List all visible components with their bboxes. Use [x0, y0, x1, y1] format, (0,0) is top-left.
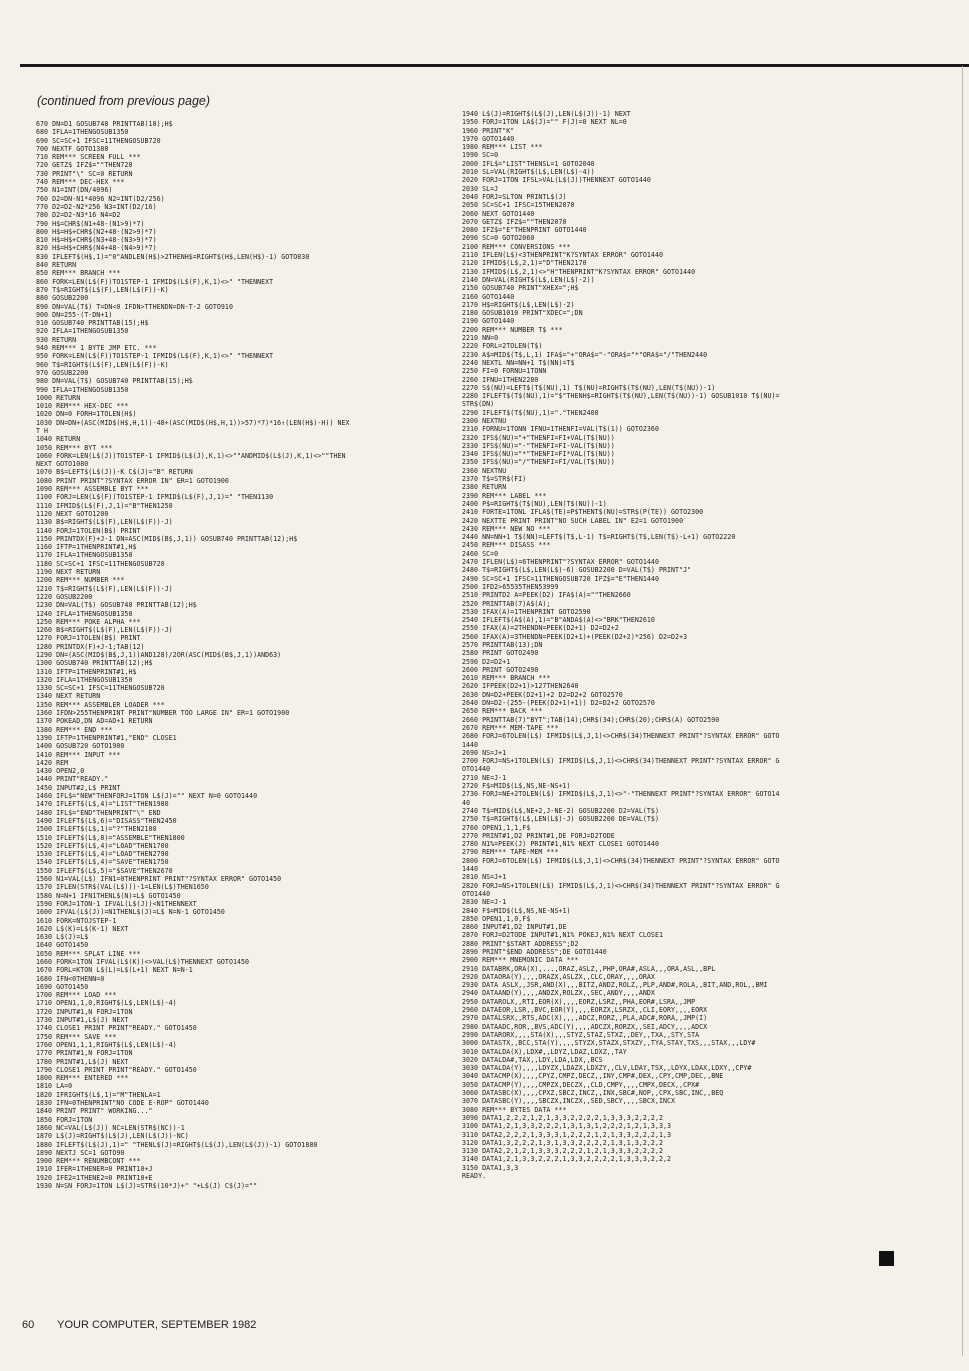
code-line: 2340 IFS$(NU)="*"THENFI=FI*VAL(T$(NU)) [462, 450, 615, 459]
code-line: 1400 GOSUB720 GOTO1900 [36, 742, 125, 751]
code-line: 1440 PRINT"READY." [36, 775, 109, 784]
code-line: 1980 REM*** LIST *** [462, 143, 543, 152]
code-line: 1940 L$(J)=RIGHT$(L$(J),LEN(L$(J))-1) NEXT [462, 110, 631, 118]
code-line: 830 IFLEFT$(H$,1)="0"ANDLEN(H$)>2THENH$=RIGHT$(H$,LEN(H$)-1) GOTO830 [36, 252, 310, 261]
code-line: 2740 T$=MID$(L$,NE+2,J-NE-2) GOSUB2200 D2=VAL(T$) [462, 806, 659, 815]
code-line: 1930 N=SN FORJ=1TON L$(J)=STR$(10*J)+" "+L$(J) C$(J)="" [36, 1182, 258, 1190]
code-line: 760 D2=DN-N1*4096 N2=INT(D2/256) [36, 194, 165, 203]
code-line: 2560 IFAX(A)=3THENDN=PEEK(D2+1)+(PEEK(D2+2)*256) D2=D2+3 [462, 632, 688, 641]
code-line: 3020 DATALDA#,TAX,,LDY,LDA,LDX,,BCS [462, 1055, 603, 1064]
code-line: 1950 FORJ=1TON LA$(J)="" F(J)=0 NEXT NL=0 [462, 118, 627, 127]
code-line: 40 [462, 798, 471, 807]
code-line: 1840 PRINT PRINT" WORKING..." [36, 1107, 153, 1116]
code-line: 1160 IFTP=1THENPRINT#1,H$ [36, 543, 137, 552]
code-line: 3070 DATASBC(Y),,,,SBCZX,INCZX,,SED,SBCY,,,,SBCX,INCX [462, 1097, 676, 1106]
code-line: 950 FORK=LEN(L$(F))TO1STEP-1 IFMID$(L$(F),K,1)<>" "THENNEXT [36, 352, 274, 361]
code-line: 2770 PRINT#1,D2 PRINT#1,DE FORJ=D2TODE [462, 831, 615, 840]
code-line: 3100 DATA1,2,1,3,3,2,2,2,1,3,1,3,1,2,2,2,1,2,1,3,3,3 [462, 1122, 672, 1131]
code-line: 730 PRINT"\" SC=0 RETURN [36, 169, 133, 178]
code-line: 680 IFLA=1THENGOSUB1350 [36, 128, 129, 137]
code-line: 790 H$=CHR$(N1+48-(N1>9)*7) [36, 219, 145, 228]
code-line: 3090 DATA1,2,2,2,1,2,1,3,3,2,2,2,2,1,3,3,3,2,2,2,2 [462, 1113, 663, 1122]
code-line: 2050 SC=SC+1 IFSC=15THEN2070 [462, 201, 575, 210]
code-line: 1220 GOSUB2200 [36, 592, 93, 601]
code-line: 1030 DN=DN+(ASC(MID$(H$,H,1))-48+(ASC(MID$(H$,H,1))>57)*7)*16↑(LEN(H$)-H)) NEX [36, 418, 350, 427]
code-line: 2280 IFLEFT$(T$(NU),1)="$"THENH$=RIGHT$(T$(NU),LEN(T$(NU))-1) GOSUB1010 T$(NU)= [462, 392, 780, 401]
code-line: 2970 DATALSRX,,RTS,ADC(X),,,,ADCZ,RORZ,,PLA,ADC#,RORA,,JMP(I) [462, 1014, 708, 1023]
code-line: 2310 FORNU=1TONN IFNU=1THENFI=VAL(T$(1)) GOTO2360 [462, 425, 659, 434]
code-line: 2390 REM*** LABEL *** [462, 491, 547, 500]
code-line: OTO1440 [462, 765, 491, 774]
code-line: 1640 GOTO1450 [36, 941, 89, 950]
code-line: 1480 IFL$="END"THENPRINT"\" END [36, 808, 161, 817]
code-line: 3010 DATALDA(X),LDX#,,LDYZ,LDAZ,LDXZ,,TAY [462, 1047, 627, 1056]
code-line: 3000 DATASTX,,BCC,STA(Y),,,,STYZX,STAZX,STXZY,,TYA,STAY,TXS,,,STAX,,,LDY# [462, 1039, 756, 1048]
code-line: READY. [462, 1172, 487, 1180]
code-line: 2890 PRINT"$END ADDRESS";DE GOTO1440 [462, 947, 607, 956]
code-line: 2220 FORL=2TOLEN(T$) [462, 342, 543, 351]
code-line: 1590 FORJ=1TON-1 IFVAL(L$(J))<N1THENNEXT [36, 899, 197, 908]
code-line: 3030 DATALDA(Y),,,,LDYZX,LDAZX,LDXZY,,CLV,LDAY,TSX,,LDYX,LDAX,LDXY,,CPY# [462, 1064, 752, 1073]
code-line: 2610 REM*** BRANCH *** [462, 674, 551, 683]
page-number: 60 [22, 1319, 35, 1331]
code-line: 2480 T$=RIGHT$(L$,LEN(L$)-6) GOSUB2200 D=VAL(T$) PRINT"J" [462, 566, 692, 575]
publication-line: YOUR COMPUTER, SEPTEMBER 1982 [57, 1319, 257, 1331]
code-line: 2910 DATABRK,ORA(X),...,ORAZ,ASLZ,,PHP,ORA#,ASLA,,,ORA,ASL,,BPL [462, 964, 716, 973]
page-edge-rule [962, 66, 963, 1356]
code-line: 1450 INPUT#2,L$ PRINT [36, 783, 121, 792]
code-line: 2950 DATAROLX,,RTI,EOR(X),,,,EORZ,LSRZ,,PHA,EOR#,LSRA,,JMP [462, 997, 696, 1006]
code-line: 2550 IFAX(A)=2THENDN=PEEK(D2+1) D2=D2+2 [462, 624, 619, 633]
code-line: 2830 NE=J-1 [462, 898, 507, 907]
code-line: 1860 NC=VAL(L$(J)) NC=LEN(STR$(NC))-1 [36, 1123, 185, 1132]
code-line: 2320 IFS$(NU)="+"THENFI=FI+VAL(T$(NU)) [462, 433, 615, 442]
code-line: 2170 H$=RIGHT$(L$,LEN(L$)-2) [462, 300, 575, 309]
page-footer [22, 1319, 256, 1331]
code-line: 930 RETURN [36, 335, 77, 344]
code-line: 1750 REM*** SAVE *** [36, 1032, 117, 1041]
code-line: 1660 FORK=1TON IFVAL(L$(K))<>VAL(L$)THENNEXT GOTO1450 [36, 957, 250, 966]
code-line: 710 REM*** SCREEN FULL *** [36, 153, 141, 162]
code-line: 2330 IFS$(NU)="-"THENFI=FI-VAL(T$(NU)) [462, 441, 615, 450]
code-line: 1530 IFLEFT$(L$,4)="LOAD"THEN2790 [36, 850, 169, 859]
code-line: 1120 NEXT GOTO1200 [36, 509, 109, 518]
code-line: 1190 NEXT RETURN [36, 568, 101, 577]
code-line: 2260 IFNU=1THEN2280 [462, 375, 539, 384]
code-line: 1100 FORJ=LEN(L$(F))TO1STEP-1 IFMID$(L$(F),J,1)=" "THEN1130 [36, 493, 274, 502]
code-line: 1760 OPEN1,1,1,RIGHT$(L$,LEN(L$)-4) [36, 1040, 177, 1049]
code-line: 2040 FORJ=SLTON PRINTL$(J) [462, 192, 567, 201]
code-line: 1200 REM*** NUMBER *** [36, 576, 125, 585]
code-line: 3130 DATA2,2,1,2,1,3,3,3,2,2,2,1,2,1,3,3,3,2,2,2,2 [462, 1147, 663, 1156]
code-line: 1370 POKEAD,DN AD=AD+1 RETURN [36, 717, 153, 726]
code-line: 1050 REM*** BYT *** [36, 443, 113, 452]
code-line: 1170 IFLA=1THENGOSUB1350 [36, 551, 133, 560]
code-line: 2650 REM*** BACK *** [462, 707, 543, 716]
code-line: 1280 PRINTDX(F)+J-1;TAB(12) [36, 642, 145, 651]
code-line: 2580 PRINT GOTO2490 [462, 649, 539, 658]
code-line: 1960 PRINT"K" [462, 126, 515, 135]
continued-note: (continued from previous page) [37, 94, 211, 108]
code-line: 2570 PRINTTAB(13);DN [462, 641, 543, 649]
code-line: 1730 INPUT#1,L$(J) NEXT [36, 1016, 129, 1025]
code-line: 2250 FI=0 FORNU=1TONN [462, 367, 547, 376]
code-line: 1140 FORJ=1TOLEN(B$) PRINT [36, 526, 141, 535]
code-line: 1510 IFLEFT$(L$,8)="ASSEMBLE"THEN1800 [36, 833, 185, 842]
code-line: 1690 GOTO1450 [36, 982, 89, 991]
code-line: 2090 SC=0 GOTO2060 [462, 234, 535, 243]
code-line: 2180 GOSUB1010 PRINT"XDEC=";DN [462, 309, 583, 318]
code-line: 1770 PRINT#1,N FORJ=1TON [36, 1049, 133, 1058]
code-line: 2940 DATAAND(Y),,,,ANDZX,ROLZX,,SEC,ANDY,,,,ANDX [462, 989, 655, 998]
code-line: 1020 DN=0 FORH=1TOLEN(H$) [36, 410, 137, 419]
code-line: 1010 REM*** HEX-DEC *** [36, 402, 129, 411]
code-line: 2110 IFLEN(L$)<3THENPRINT"K?SYNTAX ERROR" GOTO1440 [462, 251, 663, 260]
code-line: 2430 REM*** NEW NO *** [462, 524, 551, 533]
code-line: 1110 IFMID$(L$(F),J,1)="B"THEN1250 [36, 501, 173, 510]
code-line: 2810 NS=J+1 [462, 873, 507, 882]
code-line: 1080 PRINT PRINT"?SYNTAX ERROR IN" ER=1 GOTO1900 [36, 476, 229, 485]
code-line: 1890 NEXTJ SC=1 GOTO90 [36, 1148, 125, 1157]
code-line: 2160 GOTO1440 [462, 292, 515, 301]
code-line: 1060 FORK=LEN(L$(J))TO1STEP-1 IFMID$(L$(J),K,1)<>""ANDMID$(L$(J),K,1)<>""THEN [36, 451, 346, 460]
code-line: 1230 DN=VAL(T$) GOSUB740 PRINTTAB(12);H$ [36, 601, 197, 610]
code-line: 2060 NEXT GOTO1440 [462, 209, 535, 218]
code-line: 1670 FORL=KTON L$(L)=L$(L+1) NEXT N=N-1 [36, 966, 193, 975]
code-line: 1720 INPUT#1,N FORJ=1TON [36, 1007, 133, 1016]
code-line: 1240 IFLA=1THENGOSUB1350 [36, 609, 133, 618]
code-line: 1780 PRINT#1,L$(J) NEXT [36, 1057, 129, 1066]
code-line: 2470 IFLEN(L$)=6THENPRINT"?SYNTAX ERROR" GOTO1440 [462, 558, 659, 567]
code-line: 2190 GOTO1440 [462, 317, 515, 326]
code-line: 990 IFLA=1THENGOSUB1350 [36, 385, 129, 394]
code-line: 1800 REM*** ENTERED *** [36, 1074, 129, 1083]
code-line: 2930 DATA ASLX,,JSR,AND(X),,,BITZ,ANDZ,ROLZ,,PLP,AND#,ROLA,,BIT,AND,ROL,,BMI [462, 981, 768, 990]
code-line: 1340 NEXT RETURN [36, 692, 101, 701]
code-line: 1470 IFLEFT$(L$,4)="LIST"THEN1980 [36, 800, 169, 809]
code-line: 1270 FORJ=1TOLEN(B$) PRINT [36, 634, 141, 643]
code-line: 2880 PRINT"$START ADDRESS";D2 [462, 939, 579, 948]
code-line: 2200 REM*** NUMBER T$ *** [462, 325, 563, 334]
code-line: 2420 NEXTTE PRINT PRINT"NO SUCH LABEL IN" E2=1 GOTO1900 [462, 516, 684, 525]
code-line: 1900 REM*** RENUMBCONT *** [36, 1157, 141, 1166]
code-line: 880 GOSUB2200 [36, 294, 89, 303]
code-line: 1870 L$(J)=RIGHT$(L$(J),LEN(L$(J))-NC) [36, 1132, 189, 1141]
code-line: 1560 N1=VAL(L$) IFN1=0THENPRINT PRINT"?SYNTAX ERROR" GOTO1450 [36, 875, 282, 884]
code-line: 2990 DATARORX,,,,STA(X),,,STYZ,STAZ,STXZ,,DEY,,TXA,,STY,STA [462, 1030, 700, 1039]
code-line: 2030 SL=J [462, 184, 499, 193]
code-line: 2760 OPEN1,1,1,F$ [462, 823, 531, 832]
code-line: 3140 DATA1,2,1,3,3,2,2,2,1,3,3,2,2,2,2,1,3,3,3,2,2,2 [462, 1155, 672, 1164]
code-line: 910 GOSUB740 PRINTTAB(15);H$ [36, 319, 149, 328]
code-line: 2620 IFPEEK(D2+1)>127THEN2640 [462, 682, 579, 691]
code-line: 2820 FORJ=NS+1TOLEN(L$) IFMID$(L$,J,1)<>CHR$(34)THENNEXT PRINT"?SYNTAX ERROR" G [462, 881, 780, 890]
code-line: 1410 REM*** INPUT *** [36, 750, 121, 759]
code-line: 1920 IFE2=1THENE2=0 PRINT10+E [36, 1173, 153, 1182]
code-line: 2380 RETURN [462, 483, 507, 492]
code-line: 1700 REM*** LOAD *** [36, 991, 117, 1000]
code-line: 1680 IFN<0THENN=0 [36, 974, 105, 983]
code-line: 3150 DATA1,3,3 [462, 1163, 519, 1172]
code-line: 2800 FORJ=6TOLEN(L$) IFMID$(L$,J,1)<>CHR$(34)THENNEXT PRINT"?SYNTAX ERROR" GOTO [462, 856, 780, 865]
code-line: 2660 PRINTTAB(7)"BYT";TAB(14);CHR$(34);CHR$(20);CHR$(A) GOTO2590 [462, 715, 720, 724]
code-line: 890 DN=VAL(T$) T=DN<0 IFDN>TTHENDN=DN-T-2 GOTO910 [36, 302, 233, 311]
code-line: 1380 REM*** END *** [36, 725, 113, 734]
code-line: 840 RETURN [36, 261, 77, 270]
code-line: 2780 N1%=PEEK(J) PRINT#1,N1% NEXT CLOSE1 GOTO1440 [462, 840, 659, 849]
code-line: 1550 IFLEFT$(L$,5)="$SAVE"THEN2670 [36, 866, 173, 875]
code-line: 1330 SC=SC+1 IFSC=11THENGOSUB720 [36, 684, 165, 693]
code-line: 1130 B$=RIGHT$(L$(F),LEN(L$(F))-J) [36, 518, 173, 527]
code-line: 2510 PRINTD2 A=PEEK(D2) IFA$(A)=""THEN2660 [462, 591, 631, 600]
code-line: 2730 FORJ=NE+2TOLEN(L$) IFMID$(L$,J,1)<>"-"THENNEXT PRINT"?SYNTAX ERROR" GOTO14 [462, 790, 780, 799]
code-line: 1620 L$(K)=L$(K-1) NEXT [36, 924, 129, 933]
code-line: 960 T$=RIGHT$(L$(F),LEN(L$(F))-K) [36, 360, 169, 369]
listing-column-left [36, 120, 461, 1190]
code-line: 2850 OPEN1,1,0,F$ [462, 914, 531, 923]
code-line: 970 GOSUB2200 [36, 368, 89, 377]
code-line: 2640 DN=D2-(255-(PEEK(D2+1)+1)) D2=D2+2 GOTO2570 [462, 699, 655, 708]
code-line: 1600 IFVAL(L$(J))=N1THENL$(J)=L$ N=N-1 GOTO1450 [36, 908, 225, 917]
code-line: 1630 L$(J)=L$ [36, 933, 89, 942]
code-line: 2600 PRINT GOTO2490 [462, 665, 539, 674]
code-line: 2500 IFD2>65535THEN53999 [462, 582, 559, 591]
code-line: 1490 IFLEFT$(L$,6)="DISASS"THEN2450 [36, 816, 177, 825]
code-line: 2070 GETZ$ IFZ$=""THEN2070 [462, 217, 567, 226]
code-line: STR$(DN) [462, 400, 495, 409]
code-line: 1090 REM*** ASSEMBLE BYT *** [36, 485, 149, 494]
code-line: 690 SC=SC+1 IFSC=11THENGOSUB720 [36, 136, 161, 145]
code-line: 2490 SC=SC+1 IFSC=11THENGOSUB720 IFZ$="E"THEN1440 [462, 574, 659, 583]
code-line: 2300 NEXTNU [462, 416, 507, 425]
code-line: 1580 N=N+1 IFN1THENL$(N)=L$ GOTO1450 [36, 891, 181, 900]
code-line: 750 N1=INT(DN/4096) [36, 186, 113, 195]
code-line: 1460 IFL$="NEW"THENFORJ=1TON L$(J)="" NEXT N=0 GOTO1440 [36, 792, 258, 801]
code-line: 2350 IFS$(NU)="/"THENFI=FI/VAL(T$(NU)) [462, 458, 615, 467]
code-line: 1500 IFLEFT$(L$,1)="?"THEN2100 [36, 825, 157, 834]
code-line: 1810 LA=0 [36, 1082, 73, 1091]
code-line: 2700 FORJ=NS+1TOLEN(L$) IFMID$(L$,J,1)<>CHR$(34)THENNEXT PRINT"?SYNTAX ERROR" G [462, 757, 780, 766]
code-line: 2370 T$=STR$(FI) [462, 475, 527, 484]
code-line: 1790 CLOSE1 PRINT PRINT"READY." GOTO1450 [36, 1065, 197, 1074]
listing-column-right [462, 110, 912, 1180]
code-line: 1440 [462, 740, 479, 749]
code-line: 2230 A$=MID$(T$,L,1) IFA$="+"ORA$="-"ORA$="*"ORA$="/"THEN2440 [462, 350, 708, 359]
code-line: 2210 NN=0 [462, 334, 499, 343]
code-line: 1430 OPEN2,0 [36, 767, 85, 776]
code-line: 2680 FORJ=6TOLEN(L$) IFMID$(L$,J,1)<>CHR$(34)THENNEXT PRINT"?SYNTAX ERROR" GOTO [462, 732, 780, 741]
code-line: 670 DN=D1 GOSUB740 PRINTTAB(18);H$ [36, 120, 173, 128]
code-line: 740 REM*** DEC-HEX *** [36, 178, 125, 187]
code-line: 2020 FORJ=1TON IFSL>VAL(L$(J))THENNEXT GOTO1440 [462, 176, 651, 185]
code-line: 920 IFLA=1THENGOSUB1350 [36, 327, 129, 336]
code-line: 820 H$=H$+CHR$(N4+48-(N4>9)*7) [36, 244, 157, 253]
code-line: 1740 CLOSE1 PRINT PRINT"READY." GOTO1450 [36, 1024, 197, 1033]
code-line: 3080 REM*** BYTES DATA *** [462, 1105, 567, 1114]
code-line: 2290 IFLEFT$(T$(NU),1)="."THEN2400 [462, 408, 599, 417]
code-line: 3110 DATA2,2,2,2,1,3,3,3,1,2,2,2,1,2,1,3,3,2,2,2,1,3 [462, 1130, 672, 1139]
code-line: 1570 IFLEN(STR$(VAL(L$)))-1=LEN(L$)THEN1650 [36, 883, 209, 892]
code-line: 3040 DATACMP(X),,,,CPYZ,CMPZ,DECZ,,INY,CMP#,DEX,,CPY,CMP,DEC,,BNE [462, 1072, 724, 1081]
code-line: 2860 INPUT#1,D2 INPUT#1,DE [462, 923, 567, 932]
code-line: 1350 REM*** ASSEMBLER LOADER *** [36, 700, 165, 709]
code-line: 2440 NN=NN+1 T$(NN)=LEFT$(T$,L-1) T$=RIGHT$(T$,LEN(T$)-L+1) GOTO2220 [462, 533, 736, 542]
code-line: 1850 FORJ=1TON [36, 1115, 93, 1124]
code-line: 900 DN=255-(T-DN+1) [36, 310, 113, 319]
code-line: 1610 FORK=NTOJSTEP-1 [36, 916, 117, 925]
code-line: 2240 NEXTL NN=NN+1 T$(NN)=T$ [462, 358, 575, 367]
code-line: 700 NEXTF GOTO1380 [36, 144, 109, 153]
code-line: 2920 DATAORA(Y),,,,ORAZX,ASLZX,,CLC,ORAY,,,,ORAX [462, 972, 655, 981]
code-line: 2590 D2=D2+1 [462, 657, 511, 666]
code-line: 2710 NE=J-1 [462, 773, 507, 782]
code-line: 2000 IFL$="LIST"THENSL=1 GOTO2040 [462, 159, 595, 168]
code-line: 1710 OPEN1,1,0,RIGHT$(L$,LEN(L$)-4) [36, 999, 177, 1008]
code-line: 3060 DATASBC(X),,,,CPXZ,SBCZ,INCZ,,INX,SBC#,NOP,,CPX,SBC,INC,,BEQ [462, 1089, 724, 1098]
code-line: 1440 [462, 865, 479, 874]
code-line: 2130 IFMID$(L$,2,1)<>"H"THENPRINT"K?SYNTAX ERROR" GOTO1440 [462, 267, 696, 276]
code-line: 2750 T$=RIGHT$(L$,LEN(L$)-J) GOSUB2200 DE=VAL(T$) [462, 815, 659, 824]
code-line: 1990 SC=0 [462, 151, 499, 160]
code-line: 1520 IFLEFT$(L$,4)="LOAD"THEN1700 [36, 841, 169, 850]
code-line: 860 FORK=LEN(L$(F))TO1STEP-1 IFMID$(L$(F),K,1)<>" "THENNEXT [36, 277, 274, 286]
code-line: 2150 GOSUB740 PRINT"XHEX=";H$ [462, 284, 579, 293]
code-line: 2400 P$=RIGHT$(T$(NU),LEN(T$(NU))-1) [462, 499, 607, 508]
code-line: 2540 IFLEFT$(A$(A),1)="B"ANDA$(A)<>"BRK"THEN2610 [462, 616, 655, 625]
code-line: 1290 DN=(ASC(MID$(B$,J,1))AND128)/2OR(ASC(MID$(B$,J,1))AND63) [36, 651, 282, 659]
end-of-article-square [879, 1251, 894, 1266]
code-line: 800 H$=H$+CHR$(N2+48-(N2>9)*7) [36, 227, 157, 236]
code-line: 1910 IFER=1THENER=0 PRINT10+J [36, 1165, 153, 1174]
code-line: 2630 DN=D2+PEEK(D2+1)+2 D2=D2+2 GOTO2570 [462, 690, 623, 699]
code-line: T H [36, 426, 49, 435]
code-line: OTO1440 [462, 889, 491, 898]
code-line: 1180 SC=SC+1 IFSC=11THENGOSUB720 [36, 559, 165, 568]
code-line: 1310 IFTP=1THENPRINT#1,H$ [36, 667, 137, 676]
code-line: 1880 IFLEFT$(L$(J),1)=" "THENL$(J)=RIGHT$(L$(J),LEN(L$(J))-1) GOTO1880 [36, 1140, 318, 1149]
code-line: 2790 REM*** TAPE-MEM *** [462, 848, 559, 857]
code-line: 2870 FORJ=D2TODE INPUT#1,N1% POKEJ,N1% NEXT CLOSE1 [462, 931, 663, 940]
code-line: 2270 S$(NU)=LEFT$(T$(NU),1) T$(NU)=RIGHT$(T$(NU),LEN(T$(NU))-1) [462, 383, 716, 392]
code-line: 2980 DATAADC,ROR,,BVS,ADC(Y),,,,ADCZX,RORZX,,SEI,ADCY,,,,ADCX [462, 1022, 708, 1031]
code-line: 2520 PRINTTAB(7)A$(A); [462, 599, 551, 608]
code-line: 1320 IFLA=1THENGOSUB1350 [36, 675, 133, 684]
code-line: 1150 PRINTDX(F)+J-1 DN=ASC(MID$(B$,J,1)) GOSUB740 PRINTTAB(12);H$ [36, 534, 298, 543]
code-line: 2530 IFAX(A)=1THENPRINT GOTO2590 [462, 607, 591, 616]
code-line: 1820 IFRIGHT$(L$,1)="M"THENLA=1 [36, 1090, 161, 1099]
code-line: 1040 RETURN [36, 435, 81, 444]
code-line: 980 DN=VAL(T$) GOSUB740 PRINTTAB(15);H$ [36, 377, 193, 386]
code-line: 2100 REM*** CONVERSIONS *** [462, 242, 571, 251]
code-line: 2720 F$=MID$(L$,NS,NE-NS+1) [462, 782, 571, 791]
code-line: 810 H$=H$+CHR$(N3+48-(N3>9)*7) [36, 236, 157, 245]
code-line: 3120 DATA1,3,2,2,2,1,3,1,3,3,2,2,2,2,1,3,1,3,2,2,2 [462, 1138, 663, 1147]
code-line: 3050 DATACMP(Y),,,,CMPZX,DECZX,,CLD,CMPY,,,,CMPX,DECX,,CPX# [462, 1080, 700, 1089]
code-line: 2670 REM*** MEM-TAPE *** [462, 723, 559, 732]
code-line: 2010 SL=VAL(RIGHT$(L$,LEN(L$)-4)) [462, 168, 595, 177]
code-line: NEXT GOTO1080 [36, 460, 89, 469]
code-line: 1210 T$=RIGHT$(L$(F),LEN(L$(F))-J) [36, 584, 173, 593]
code-line: 1830 IFN=0THENPRINT"NO CODE E-ROP" GOTO1440 [36, 1099, 209, 1108]
code-line: 1390 IFTP=1THENPRINT#1,"END" CLOSE1 [36, 733, 177, 742]
code-line: 1970 GOTO1440 [462, 134, 515, 143]
code-line: 2410 FORTE=1TONL IFLA$(TE)=P$THENT$(NU)=STR$(P(TE)) GOTO2300 [462, 508, 704, 517]
code-line: 1070 B$=LEFT$(L$(J))-K C$(J)="B" RETURN [36, 468, 193, 477]
code-line: 2460 SC=0 [462, 549, 499, 558]
code-line: 2360 NEXTNU [462, 466, 507, 475]
code-line: 1260 B$=RIGHT$(L$(F),LEN(L$(F))-J) [36, 626, 173, 635]
code-line: 770 D2=D2-N2*256 N3=INT(D2/16) [36, 202, 157, 211]
code-line: 2140 DN=VAL(RIGHT$(L$,LEN(L$)-2)) [462, 275, 595, 284]
code-line: 1360 IFDN>255THENPRINT PRINT"NUMBER TOO LARGE IN" ER=1 GOTO1900 [36, 709, 290, 718]
code-line: 2120 IFMID$(L$,2,1)="D"THEN2170 [462, 259, 587, 268]
code-line: 870 T$=RIGHT$(L$(F),LEN(L$(F))-K) [36, 285, 169, 294]
code-line: 1420 REM [36, 758, 69, 767]
code-line: 1000 RETURN [36, 393, 81, 402]
code-line: 720 GETZ$ IFZ$=""THEN720 [36, 161, 133, 170]
code-line: 2900 REM*** MNEMONIC DATA *** [462, 956, 579, 965]
code-line: 940 REM*** 1 BYTE JMP ETC. *** [36, 344, 157, 353]
code-line: 1540 IFLEFT$(L$,4)="SAVE"THEN1750 [36, 858, 169, 867]
top-rule [20, 64, 969, 67]
code-line: 1300 GOSUB740 PRINTTAB(12);H$ [36, 659, 153, 668]
code-line: 1650 REM*** SPLAT LINE *** [36, 949, 141, 958]
code-line: 2840 F$=MID$(L$,NS,NE-NS+1) [462, 906, 571, 915]
code-line: 850 REM*** BRANCH *** [36, 269, 121, 278]
code-line: 780 D2=D2-N3*16 N4=D2 [36, 211, 121, 220]
code-line: 2690 NS=J+1 [462, 748, 507, 757]
code-line: 2450 REM*** DISASS *** [462, 541, 551, 550]
code-line: 2960 DATAEOR,LSR,,BVC,EOR(Y),,,,EORZX,LSRZX,,CLI,EORY,,,,EORX [462, 1006, 708, 1015]
code-line: 2080 IFZ$="E"THENPRINT GOTO1440 [462, 226, 587, 235]
code-line: 1250 REM*** POKE ALPHA *** [36, 617, 141, 626]
